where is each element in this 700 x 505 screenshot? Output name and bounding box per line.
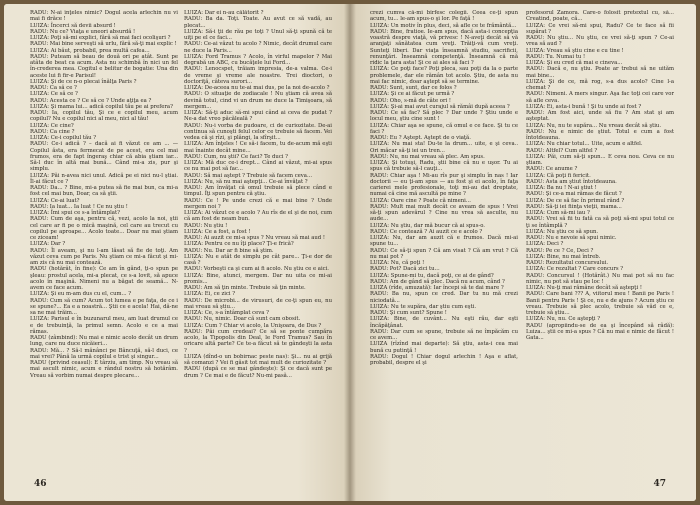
dialogue-line: RADU: Cum să cum? Acum tot lumea e pe faţa, de ce i se spune?... Ea e a noastră... Ştii ce e acela! Hai, dă-ne sa ne mai trăim... <box>30 297 178 316</box>
dialogue-line: RADU: Nu, nimic. Doar că sunt cam obosit. <box>184 316 301 323</box>
dialogue-line: LUIZA (rîde, amuzată): Iar începi să te dai mare ? <box>370 285 504 291</box>
dialogue-line: LUIZA: Şi-ai mai avut curajul să rămâi după aceea ? <box>370 103 510 110</box>
dialogue-line: RADU: Nu ştiu ! <box>184 222 228 229</box>
right-page-column-1 <box>370 10 518 472</box>
dialogue-line: RADU: Da... ? Bine, mi-a putea să fie mai bun, ca mi-a fost cel mai bun, Doar, ca să ştii. <box>30 185 178 198</box>
dialogue-line: LUIZA: Ba nu ! N-ai ştiut ! <box>526 185 597 191</box>
dialogue-line: LUIZA: Parisul e în buzunarul meu, am luat drumul ce e de trebuinţă, la primul semn. Acolo e ce a mai rămas. <box>30 316 178 335</box>
dialogue-line: RADU: Să mai aştept ? Trebuie să facem ceva... <box>184 172 313 179</box>
dialogue-line: RADU: Ca să ce ? <box>30 85 77 91</box>
dialogue-line: RADU: Nu e nevoie să spui nimic. <box>526 235 617 241</box>
dialogue-line: LUIZA: Ce-i copilul tău ? <box>30 135 97 141</box>
dialogue-line: RADU: Concursul ! (Hotărât.) Nu mai pot să nu fac nimic, nu pot să stau pe loc ! <box>526 272 674 285</box>
dialogue-line: LUIZA: Să-ţi aduc să-mi spui când ai ceva de pudat ? Ne-a dat vreo păcăleală ? <box>184 110 332 123</box>
dialogue-line: RADU: Vrei să fii tu fată ca să poţi să-mi spui totul ce ţi se întâmplă ? <box>526 216 674 229</box>
dialogue-line: RADU: Ba nu, spun ce cred. Dar tu nu mă crezi niciodată... <box>370 291 518 304</box>
dialogue-line: RADU: Ce anume ? <box>526 166 578 173</box>
dialogue-line: RADU: Ca cine ? <box>30 128 75 135</box>
dialogue-line: LUIZA: Poţi să-mi explici, fără să mai faci ocolişuri ? <box>30 35 171 41</box>
dialogue-line: RADU: Asta am ştiut întotdeauna. <box>526 178 617 185</box>
dialogue-line: RADU: Nu. Dar ar fi bine să ştim. <box>184 247 274 254</box>
dialogue-line: RADU (apropiindu-se de ea şi începând să râdă): Luiza... ştii ce mi-a spus ? Că nu mai e nimic de făcut ! Gata... <box>526 322 674 341</box>
dialogue-line: RADU: Pot? Dacă zici tu... <box>370 266 440 273</box>
dialogue-line: RADU: Puteam să beau de două ori pe atât. Sunt pe atâta de beat ca acum. Asta nu schimbă în nici un fel în-crederea mea. Cogitul e belitur de bogatie: Una din aceste lui fi fir-e Parisul! <box>30 53 178 79</box>
dialogue-line: RADU: Ce să fac? Să plec ? Dar unde ? Ştiu unde e locul meu, ştiu cine sunt ! <box>370 110 518 123</box>
dialogue-line: RADU (după ce se mai gândeşte): Şi ce dacă sunt pe drum ? Ce mai e de făcut? Nu-mi pasă... <box>184 366 332 379</box>
dialogue-line: RADU: N-ai înţeles nimic? Dogul acela arlechin nu vi mai fi drăce ! <box>30 10 178 23</box>
dialogue-line: LUIZA: Ford Tramus ? Acolo, în virful mapelor ? Mai degrabă un ABC, cu bucăţele lui Ford... <box>184 53 332 66</box>
dialogue-line: LUIZA: Nu e atât de simplu pe cât pare... Ţi-e dor de casă ? <box>184 253 332 266</box>
dialogue-line: LUIZA: Nu-ţi mai rămâne decât să aştepţi ! <box>526 285 642 291</box>
dialogue-line: LUIZA: Şi eu cred că mai e cineva... <box>526 60 623 66</box>
dialogue-line: RADU: Ai auzit ce mi-a spus ? Nu vreau să mai aud ! <box>184 235 325 241</box>
dialogue-line: RADU: Nu ce? Viaţa e uneori absurdă ! <box>30 28 136 35</box>
dialogue-line: LUIZA: Nu chiar totul... Uite, acum e altfel. <box>526 141 643 148</box>
dialogue-line: RADU: Chiar aşa ! Mi-au rîs pur şi simplu în nas ! Iar doctorii — eu ţi-am spus — au fost şi ei acolo, în faţa carierei mele profesionale, toţi mi-au dat dreptate, numai că cine mă ascultă pe mine ? <box>370 172 518 198</box>
dialogue-line: LUIZA: Dar ? <box>30 241 66 248</box>
right-page-column-2 <box>526 10 674 472</box>
dialogue-line: LUIZA: Încerci să devii absurd ! <box>30 22 116 29</box>
dialogue-line: LUIZA: Nu te supăra, dar ştiu cum eşti. <box>370 303 477 310</box>
dialogue-line: LUIZA: Şi de ce n-o plecai înălţa Paris ? <box>30 78 137 85</box>
dialogue-line: LUIZA: Ce rezultat ? Care concurs ? <box>526 266 624 273</box>
dialogue-line: RADU: Nu e nimic de ştiut. Totul e cum a fost întotdeauna. <box>526 128 674 141</box>
dialogue-line: profesorul Zamora. Care-o folosit pretextul cu, să... Creatind, poate, că... <box>526 10 674 23</box>
dialogue-line: RADU (hotărât, în fine): Ce am în gând, ţi-o spun pe şleau: prostul acela, mi-a plecat, ce s-a lovit, să apuce acolo în maşină. Nimeni nu a băgat de seamă... N-avem ce face acum. <box>30 266 178 291</box>
dialogue-line: LUIZA: Şi totuşi, Radu, ştii bine că nu e uşor. Tu ai spus că trebuie să-l cauţi... <box>370 160 518 173</box>
dialogue-line: RADU: Am să ţin minte. Trebuie să ţin minte. <box>184 285 306 291</box>
dialogue-line: LUIZA: Bine, nu mai întreb. <box>526 253 601 260</box>
dialogue-line: RADU (zâmbind): Nu mai e nimic acolo decât un drum lung, care nu duce nicăieri... <box>30 335 178 348</box>
dialogue-line: LUIZA: Şi ce ai făcut pe urmă ? <box>370 91 455 98</box>
page-number-left: 46 <box>34 479 47 489</box>
dialogue-line: RADU: Mă... ? Să-l mănânci pe Bâncuţă, să-l duci, ce mai vrei? Până la urmă copilul e trist şi singur... <box>30 347 178 360</box>
dialogue-line: LUIZA: Ei, asta-i bună ! Şi tu unde ai fost ? <box>526 103 642 110</box>
dialogue-line: LUIZA: Bine, atunci, mergem. Dar nu uita ce mi-ai promis... <box>184 272 332 285</box>
dialogue-line: RADU: Ia, copilul tău, Şi ce e copilul meu, acum copilul? Nu e copilul nici al meu, nici al tău! <box>30 110 178 123</box>
dialogue-line: RADU: Îl aveam, şi nu l-am lăsat să fie de toţi. Am văzut ceva cum pe Paris. Nu ştiam ce mi-a făcut şi mi-am zis că nu mai contează. <box>30 247 178 266</box>
dialogue-line: RADU: Nu-i vorba de pudoare, ci de curiozitate. De-ai continua să cunoşti felul celor ce trebuie să facem. Vei vedea că şi rîzi, şi plângi, la sfîrşit... <box>184 122 332 141</box>
dialogue-line: LUIZA: Nu, nu. Ce aştepţi ? <box>526 316 601 323</box>
dialogue-line: LUIZA: Îmi spui ce s-a întâmplat? <box>30 210 120 216</box>
dialogue-line: LUIZA: Nu, nu te supăra... Nu vreau decât să ştiu. <box>526 122 662 129</box>
dialogue-line: LUIZA: Şi eu m-am dus cu el, cum... ? <box>30 291 132 298</box>
dialogue-line: LUIZA: Ce, s-a întâmplat ceva ? <box>184 310 269 316</box>
dialogue-line: LUIZA: Ce-ai luat? <box>30 197 80 204</box>
dialogue-line: LUIZA: Păi, cum să-ţi spun... E ceva nou. Ceva ce nu ştiam. <box>526 153 674 166</box>
dialogue-line: RADU (privind ceasul): E târziu, am timp. Nu vreau să mai ascult nimic, acum e rândul nostru să hotărâm. Vreau să vorbim numai despre plecare... <box>30 360 178 379</box>
dialogue-line: RADU: Altfel? Cum altfel ? <box>526 147 598 154</box>
dialogue-line: LUIZA: Şi mama lui... adică copilul tău pe ai prefera? <box>30 103 173 110</box>
dialogue-line: RADU: Dogul ! Chiar dogul arlechin ! Aşa e aflat, probabil, despre el şi <box>370 353 518 366</box>
dialogue-line: LUIZA: Ei, ce zici ? <box>184 291 236 298</box>
dialogue-line: RADU: Eu ? Aştept. Aştept de o viaţă. <box>370 135 471 141</box>
dialogue-line: LUIZA: Mă duc ce-i drept... Când ai văzut, mi-ai spus ce nu mai pot să fac... <box>184 160 332 173</box>
dialogue-line: LUIZA: Şi de ce, mă rog, s-a dus acolo? Cine l-a chemat ? <box>526 78 674 91</box>
dialogue-line: LUIZA: Să-i ţii de rău pe toţi ? Unul să-ţi spună că te uiţi pe el ce faci... <box>184 28 332 41</box>
left-page-column-2 <box>184 10 332 472</box>
dialogue-line: RADU: Şi cum sunt? Spune ! <box>370 310 447 316</box>
dialogue-line: LUIZA: Ce cine? <box>30 122 74 129</box>
dialogue-line: RADU: Am învăţat că omul trebuie să plece când e timpul. Îţi spun pentru că ştiu. <box>184 185 332 198</box>
dialogue-line: RADU: Tu. Numai tu ! <box>526 53 586 60</box>
dialogue-line: LUIZA: Pentru ce nu îţi place? Ţi-e frică? <box>184 241 294 248</box>
dialogue-line: RADU: Cum, nu ştii? Ce faci? Te duci ? <box>184 153 289 160</box>
left-page <box>4 4 350 501</box>
dialogue-line: LUIZA: De ce să fac în primul rând ? <box>526 197 625 204</box>
dialogue-line: RADU: Am de gând să plec. Dacă nu acum, când ? <box>370 278 505 285</box>
dialogue-line: LUIZA: Nu, să nu mai aştepţi... Ce-ai învăţat ? <box>184 178 308 185</box>
dialogue-line: RADU: O situaţie de zodiacale ! Nu ştiam că avea să devină totul, cind vi un drum ne duce la Timişoara, să mergem... <box>184 91 332 110</box>
dialogue-line: RADU: Cum de aşa, pentru că, vezi, acolo la noi, ştii cel care ar fi pe o mică maşină, cel care au trecut cu copilul pe aproape... Acolo toate... Doar nu mai ştiam ce ziceam! <box>30 216 178 241</box>
dialogue-line: RADU: Mai bine serveşti să urlu, fără să-ţi mai explic ! <box>30 41 177 48</box>
dialogue-line: RADU: Pe ce ? Ce, Deci ? <box>526 247 594 254</box>
dialogue-line: RADU: Păi cum credeai? Ce să se ponte cumpăra acolo, la Tipopolis din Deal, le Ford Tramus? Sau în oricare altă parte? Ce te-a făcut să te gândeşti la asta ? <box>184 328 332 354</box>
dialogue-line: LUIZA: Ce a fost, a fost ! <box>184 228 251 235</box>
dialogue-line: LUIZA: Că poţi fi fericit. <box>526 172 591 179</box>
dialogue-line: LUIZA: Nu ştiu ce să spun. <box>526 228 599 235</box>
dialogue-line: RADU: Ce-ai văzut tu acolo ? Nimic, decât drumul care ne duce la Paris... <box>184 41 332 54</box>
dialogue-line: RADU: Ia luat... Ia luat ! Ce nu ştiu ! <box>30 203 128 210</box>
dialogue-line: RADU: Bine, fratioe. Ie-am spus, dacă asta-i concepţia voastră despre viaţă, vă privesc ! N-aveţi decât să vă aranjaţi sănătatea cum vreţi. Trăiţi-vă cum vreţi. Sunteţi liberi. Dar viaţa înseamnă studiu, sacrificii, renunţări. Înseamnă competenţă. Înseamnă că mă ridic la ţara asta! Şi ce ai ales să faci ? <box>370 28 518 66</box>
dialogue-line: LUIZA: Spune-mi tu, dacă poţi, ce ai de gând? <box>370 272 494 279</box>
page-number-right: 47 <box>653 479 666 489</box>
dialogue-line: LUIZA: Nu, dar am auzit că e frumos. Dacă mi-ai spune tu... <box>370 235 518 248</box>
dialogue-line: RADU: De microbi... de virusuri, de ce-ţi spun eu, nu mai vreau să ştiu... <box>184 297 332 310</box>
dialogue-line: RADU: Nu ştiu... Nu ştiu, ce vrei să-ţi spun ? Ce-ai vrea să aud ? <box>526 35 674 48</box>
dialogue-line: LUIZA: Deci ? <box>526 241 564 248</box>
dialogue-line: RADU: Să-ţi iei fiinţa vieţii, mama... <box>526 203 622 210</box>
dialogue-line: RADU: Ce ! Pe unde crezi că e mai bine ? Unde mergem noi ? <box>184 197 332 210</box>
dialogue-line: LUIZA (dînd-o un bobirnac peste nas): Şi... nu ai grijă să comanzi ? Vei fi găsit tot mai mult de curiozitate ? <box>184 353 332 366</box>
left-page-column-1 <box>30 10 178 472</box>
open-book <box>4 4 696 501</box>
dialogue-line: RADU: Şi ce-a mai rămas de făcut ? <box>526 191 622 198</box>
dialogue-line: LUIZA: Bine, de cuvânt... Nu eşti rău, dar eşti încăpăţânat. <box>370 316 518 329</box>
dialogue-line: LUIZA: Cum să-mi iau ? <box>526 210 590 216</box>
dialogue-line: LUIZA: Ce poţi face? Poţi pleca, sau poţi da la o parte problemele, dar ele rămân tot acolo. Ştiu, de asta nu mai fac nimic, doar aştept să se termine. <box>370 66 518 85</box>
dialogue-line: LUIZA: Ai băut, probabil, prea multă cafea... <box>30 47 150 54</box>
dialogue-line: RADU: Sunt, sunt, dar ce folos ? <box>370 85 457 91</box>
right-page <box>350 4 696 501</box>
dialogue-line: LUIZA: Nu ştiu, dar mă bucur că ai spus-o. <box>370 222 485 229</box>
dialogue-line: RADU: Ba da. Toţi. Toate. Au avut ce să vadă, au plecat... <box>184 16 332 29</box>
dialogue-line: LUIZA: Ce să ce ? <box>30 91 78 98</box>
dialogue-line: RADU: Vorbeşti ca şi cum ai fi acolo. Nu ştiu ce e aici. <box>184 266 329 273</box>
book-gutter <box>344 4 356 501</box>
dialogue-line: RADU: Ce-i adică ? – dacă ai fi văzut ce am ... — Copilul ăsta, era fermecat de pe acest, era cel mai frumos, era de fapt îngeraş chiar că abia ştiam iar... Să-l duc în altă mai bună... Când mi-a zis, pur şi simplu. <box>30 141 178 173</box>
dialogue-line: RADU: Ce contează ? Ai auzit ce e acolo ? <box>370 228 483 235</box>
dialogue-line: RADU: Dar cum se spune, trebuie să ne împăcăm cu ce avem... <box>370 328 518 341</box>
dialogue-line: RADU: Nu, nu mai vreau să plec. Am spus. <box>370 153 485 160</box>
dialogue-line: LUIZA: Ce vrei să-mi spui, Radu? Ce te face să fii supărat ? <box>526 22 674 35</box>
dialogue-line: LUIZA: Oare cine ? Poate că nimeni... <box>370 197 471 204</box>
dialogue-line: RADU: Care bani ??? A, viitorul meu ! Banii pe Paris ! Banii pentru Paris ! Şi ce, nu e de ajuns ? Acum ştiu ce vreau. Trebuie să plec acolo, trebuie să văd ce e, trebuie să ştiu... <box>526 291 674 316</box>
dialogue-line: LUIZA: De-aceea nu te-ai mai dus, pe la noi de-acolo ? <box>184 85 330 91</box>
dialogue-line: LUIZA: Ai văzut ce e acolo ? Au rîs de el şi de noi, cum că am fost de neam bun. <box>184 210 332 223</box>
dialogue-line: RADU: Mult mai mult decât ce aveam de spus ! Vrei să-ţi spun adevărul ? Cine nu vrea să asculte, nu aude... <box>370 203 518 223</box>
dialogue-line: LUIZA: Nu mai sta! Du-te la drum... uite, e şi ceva.. Ori măcar să-ţi iei un tren... <box>370 141 518 154</box>
dialogue-line: RADU: Lenocspet, trăiam impresia, de-a valma. Ce-i de vreme şi vreme ale noastre. Trei dioctori, o doctoriţă, câteva surori... <box>184 66 332 85</box>
dialogue-line: RADU: Am fost aici, unde să fiu ? Am stat şi am aşteptat. <box>526 110 674 123</box>
dialogue-line: LUIZA: Chiar aşa se spune, că omul e ce face. Şi tu ce faci ? <box>370 122 518 135</box>
dialogue-line: LUIZA: Un motiv în plus, deci, să afle ce te frământă... <box>370 22 517 29</box>
dialogue-line: RADU: Dacă e, nu ştiu. Poate ar trebui să ne uităm mai bine... <box>526 66 674 79</box>
dialogue-line: RADU: Acesta ce ? Ce să ce ? Unde aţiţa ea ? <box>30 97 152 104</box>
dialogue-line: RADU: Rezultatul concursului. <box>526 260 609 266</box>
dialogue-line: LUIZA (rîzînd mai departe): Să ştiu, asta-i cea mai bună cu putinţă ! <box>370 341 518 354</box>
dialogue-line: LUIZA: Vreau să ştiu cine e cu tine ! <box>526 47 624 54</box>
dialogue-line: crezi cumva că-mi bîrfesc colegii. Ceea ce-ţi spun acum, tu... le-am spus-o şi lor. Pe faţă ! <box>370 10 518 23</box>
dialogue-line: LUIZA: Nu, că poţi ! <box>370 260 425 266</box>
dialogue-line: LUIZA: Dar ei n-au călătorit ? <box>184 10 264 16</box>
dialogue-line: LUIZA: Păi n-avea nici unul. Adică pe ei nici nu-l ştiai. Îl-ai făcut ce ? <box>30 172 178 185</box>
dialogue-line: RADU: Nimeni. A mers singur. Aşa fac toţi cei care vor să afle ceva. <box>526 91 674 104</box>
dialogue-line: LUIZA: Am înţeles ! Ce să-i facem, tu de-acum mă eşti mai înainte decât mine... <box>184 141 332 154</box>
dialogue-line: RADU: Oho, s-mă de câte ori ! <box>370 97 451 104</box>
dialogue-line: LUIZA: Cum ? Chiar vi acolo, la Unişoara, de Dus ? <box>184 322 322 329</box>
dialogue-line: RADU: Ce să-ţi spun ? Că am visat ? Că am vrut ? Că nu mai pot ? <box>370 247 518 260</box>
